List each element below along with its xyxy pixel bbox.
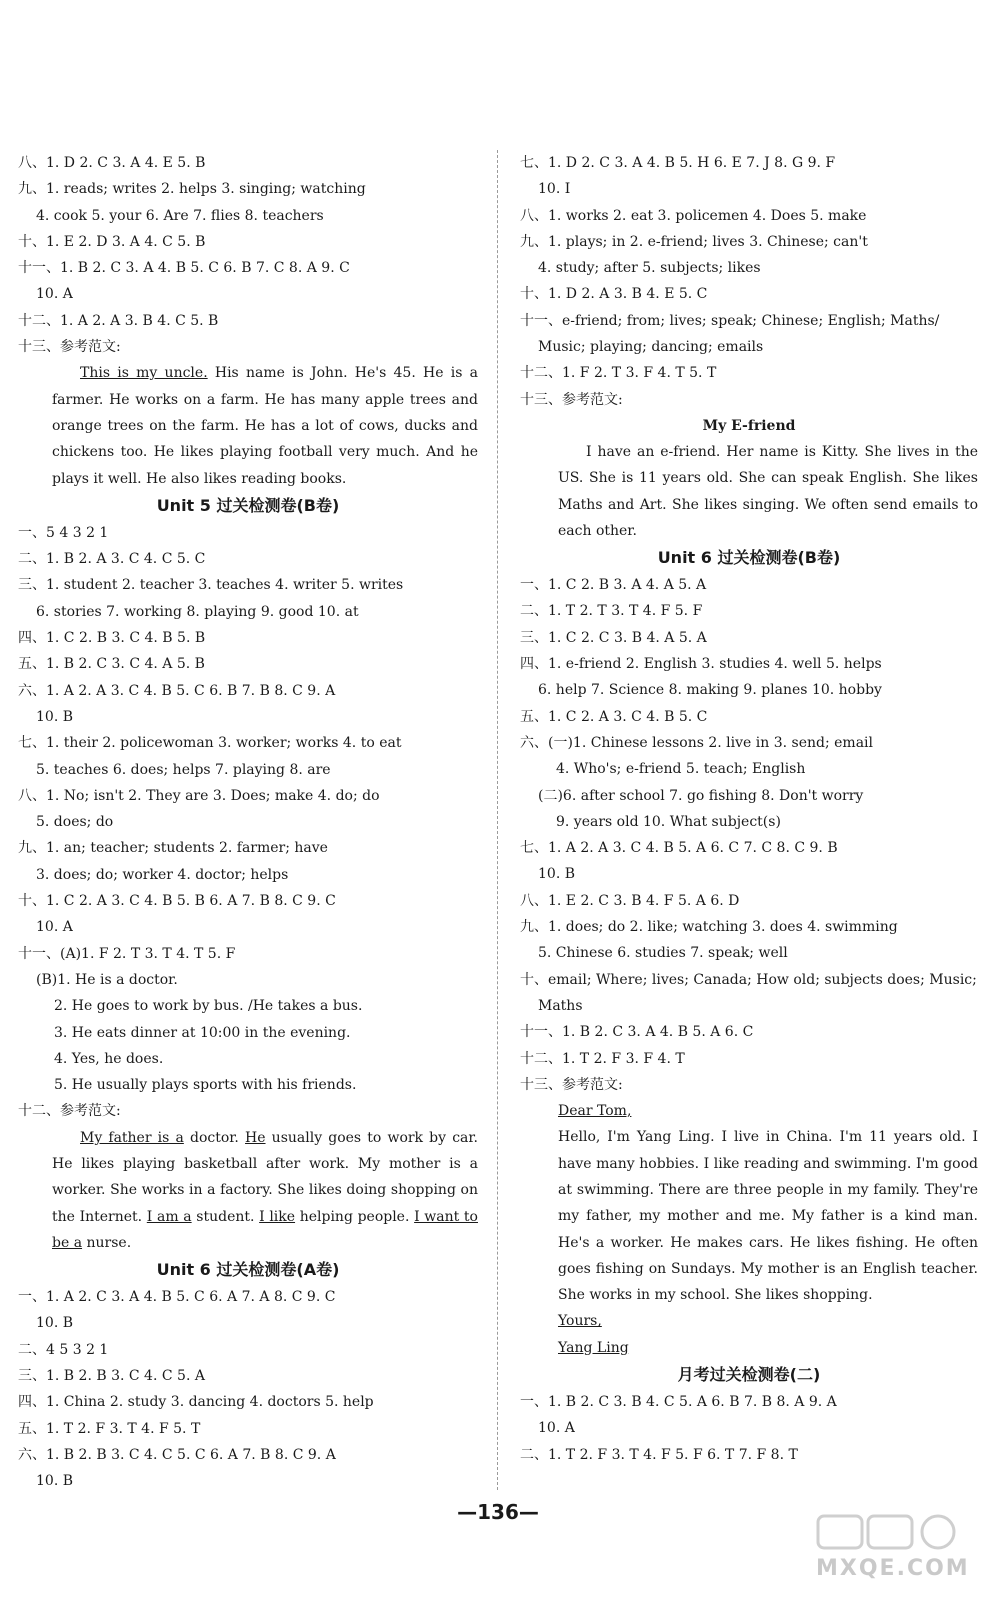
answer-line: 二、4 5 3 2 1: [18, 1341, 109, 1358]
answer-line: 4. Who's; e-friend 5. teach; English: [556, 761, 806, 778]
essay-title-my-e-friend: My E-friend: [702, 417, 796, 434]
answer-line: 10. A: [538, 1420, 575, 1437]
answer-line: 四、1. C 2. B 3. C 4. B 5. B: [18, 630, 206, 647]
section-heading-unit6-a: Unit 6 过关检测卷(A卷): [156, 1260, 340, 1280]
answer-line: 九、1. does; do 2. like; watching 3. does 4. swimming: [520, 919, 898, 936]
essay-underlined-phrase: I like: [259, 1208, 296, 1225]
answer-line: 七、1. D 2. C 3. A 4. B 5. H 6. E 7. J 8. G 9. F: [520, 155, 836, 171]
right-answers-part1: [520, 150, 978, 413]
essay-my-e-friend: I have an e-friend. Her name is Kitty. She lives in the US. She is 11 years old. She can speak English. She likes Maths and Art. She likes singing. We often send emails to each other.: [558, 443, 978, 539]
section-heading-unit5-b: Unit 5 过关检测卷(B卷): [156, 495, 340, 515]
answer-line: 十、email; Where; lives; Canada; How old; subjects does; Music;: [520, 971, 977, 988]
answer-line: 十二、1. F 2. T 3. F 4. T 5. T: [520, 365, 717, 382]
right-answers-part2: [520, 572, 978, 1098]
essay-text: helping people.: [295, 1208, 415, 1225]
left-answers-part3: [18, 1284, 478, 1494]
answer-line: 一、1. A 2. C 3. A 4. B 5. C 6. A 7. A 8. C 9. C: [18, 1289, 336, 1306]
answer-line: 五、1. T 2. F 3. T 4. F 5. T: [18, 1420, 201, 1437]
letter-signature: Yang Ling: [558, 1339, 629, 1356]
essay-text: student.: [191, 1208, 260, 1225]
essay-underlined-phrase: He: [245, 1129, 266, 1146]
answer-line: 二、1. T 2. T 3. T 4. F 5. F: [520, 603, 703, 620]
answer-line: 3. He eats dinner at 10:00 in the evening.: [54, 1024, 351, 1041]
watermark-logo-icon: [816, 1512, 966, 1552]
answer-line: 十一、1. B 2. C 3. A 4. B 5. A 6. C: [520, 1024, 754, 1041]
essay-text: His name is John. He's 45. He is a farmer. He works on a farm. He has many apple trees and orange trees on the farm. He has a lot of cows, ducks and chickens too. He likes playing football very much. And he plays it well. He also likes reading books.: [52, 365, 478, 487]
answer-line: 十二、1. T 2. F 3. F 4. T: [520, 1050, 685, 1067]
answer-line: 十、1. C 2. A 3. C 4. B 5. B 6. A 7. B 8. C 9. C: [18, 893, 336, 910]
answer-line: (二)6. after school 7. go fishing 8. Don't worry: [538, 787, 864, 804]
right-column: [520, 150, 978, 1468]
answer-line: 10. B: [36, 1473, 74, 1490]
answer-line: 2. He goes to work by bus. /He takes a bus.: [54, 998, 363, 1015]
essay-underlined-phrase: My father is a: [80, 1129, 184, 1146]
watermark-logo: [816, 1512, 976, 1582]
answer-line: Music; playing; dancing; emails: [538, 339, 764, 356]
answer-line: 三、1. student 2. teacher 3. teaches 4. writer 5. writes: [18, 577, 404, 594]
answer-line: 九、1. reads; writes 2. helps 3. singing; watching: [18, 181, 366, 198]
answer-line: 八、1. No; isn't 2. They are 3. Does; make 4. do; do: [18, 787, 380, 804]
essay-text: nurse.: [82, 1234, 132, 1251]
answer-line: 3. does; do; worker 4. doctor; helps: [36, 866, 289, 883]
answer-line: 六、(一)1. Chinese lessons 2. live in 3. send; email: [520, 734, 874, 751]
essay-underlined-phrase: be a: [52, 1234, 83, 1251]
answer-line: 5. He usually plays sports with his friends.: [54, 1077, 357, 1094]
answer-line: 一、1. B 2. C 3. B 4. C 5. A 6. B 7. B 8. A 9. A: [520, 1394, 837, 1411]
watermark-text: MXQE.COM: [816, 1556, 970, 1581]
answer-line: 十、1. E 2. D 3. A 4. C 5. B: [18, 233, 206, 250]
answer-line: 七、1. their 2. policewoman 3. worker; works 4. to eat: [18, 735, 402, 752]
answer-line: 八、1. works 2. eat 3. policemen 4. Does 5. make: [520, 207, 867, 224]
answer-line: 5. teaches 6. does; helps 7. playing 8. are: [36, 761, 331, 778]
answer-line: 10. B: [538, 866, 576, 883]
answer-line: 十一、(A)1. F 2. T 3. T 4. T 5. F: [18, 945, 236, 962]
essay-underlined-phrase: This is my uncle.: [80, 365, 208, 382]
essay-underlined-phrase: I am a: [146, 1208, 192, 1225]
letter-closing: Yours,: [558, 1313, 602, 1330]
answer-line: 七、1. A 2. A 3. C 4. B 5. A 6. C 7. C 8. C 9. B: [520, 840, 838, 857]
right-answers-part3: [520, 1389, 978, 1468]
answer-line: 10. A: [36, 919, 73, 936]
answer-line: 5. does; do: [36, 814, 114, 831]
answer-line: 八、1. D 2. C 3. A 4. E 5. B: [18, 155, 206, 171]
answer-line: 10. I: [538, 181, 571, 198]
answer-line: (B)1. He is a doctor.: [36, 971, 178, 988]
answer-line: 三、1. C 2. C 3. B 4. A 5. A: [520, 629, 707, 646]
answer-line: 五、1. C 2. A 3. C 4. B 5. C: [520, 708, 708, 725]
letter: [558, 1098, 978, 1361]
answer-line: 十三、参考范文:: [520, 391, 623, 408]
answer-line: 10. A: [36, 286, 73, 303]
left-column: [18, 150, 478, 1495]
answer-line: 4. cook 5. your 6. Are 7. flies 8. teachers: [36, 207, 324, 224]
page-number: —136—: [457, 1500, 539, 1524]
answer-line: 六、1. A 2. A 3. C 4. B 5. C 6. B 7. B 8. C 9. A: [18, 682, 336, 699]
answer-line: Maths: [538, 997, 583, 1014]
essay-father: [52, 1125, 478, 1256]
answer-line: 十、1. D 2. A 3. B 4. E 5. C: [520, 286, 708, 303]
answer-line: 四、1. China 2. study 3. dancing 4. doctors 5. help: [18, 1394, 374, 1411]
answer-line: 6. help 7. Science 8. making 9. planes 10. hobby: [538, 682, 882, 699]
answer-line: 五、1. B 2. C 3. C 4. A 5. B: [18, 656, 205, 673]
section-heading-monthly-test-2: 月考过关检测卷(二): [677, 1365, 821, 1385]
answer-line: 二、1. B 2. A 3. C 4. C 5. C: [18, 551, 206, 568]
essay-underlined-phrase: I want to: [414, 1208, 478, 1225]
answer-line: 10. B: [36, 1315, 74, 1332]
answer-line: 九、1. plays; in 2. e-friend; lives 3. Chinese; can't: [520, 233, 868, 250]
answer-line: 5. Chinese 6. studies 7. speak; well: [538, 945, 788, 962]
section-heading-unit6-b: Unit 6 过关检测卷(B卷): [657, 548, 841, 568]
answer-line: 6. stories 7. working 8. playing 9. good 10. at: [36, 603, 359, 620]
left-answers-part1: [18, 150, 478, 360]
answer-line: 三、1. B 2. B 3. C 4. C 5. A: [18, 1368, 205, 1385]
answer-line: 十二、1. A 2. A 3. B 4. C 5. B: [18, 312, 219, 329]
answer-line: 一、1. C 2. B 3. A 4. A 5. A: [520, 577, 707, 594]
essay-text: usually goes to work by car. He likes playing basketball after work. My mother is a worker. She works in a factory. She likes doing shopping on the Internet.: [52, 1129, 478, 1225]
answer-line: 9. years old 10. What subject(s): [556, 813, 781, 830]
answer-line: 六、1. B 2. B 3. C 4. C 5. C 6. A 7. B 8. C 9. A: [18, 1446, 336, 1463]
answer-line: 一、5 4 3 2 1: [18, 524, 109, 541]
left-answers-part2: [18, 520, 478, 1125]
answer-line: 十二、参考范文:: [18, 1103, 121, 1120]
column-divider: [497, 150, 498, 1490]
answer-line: 十三、参考范文:: [18, 339, 121, 356]
answer-line: 二、1. T 2. F 3. T 4. F 5. F 6. T 7. F 8. T: [520, 1446, 798, 1463]
answer-line: 四、1. e-friend 2. English 3. studies 4. well 5. helps: [520, 656, 882, 673]
answer-line: 10. B: [36, 708, 74, 725]
answer-line: 八、1. E 2. C 3. B 4. F 5. A 6. D: [520, 892, 740, 909]
essay-uncle: [52, 360, 478, 491]
answer-line: 九、1. an; teacher; students 2. farmer; have: [18, 840, 328, 857]
letter-greeting: Dear Tom,: [558, 1103, 632, 1120]
letter-body: Hello, I'm Yang Ling. I live in China. I'm 11 years old. I have many hobbies. I like reading and swimming. I'm good at swimming. There are three people in my family. They're my father, my mother and me. My father is a kind man. He's a worker. He makes cars. He likes fishing. He often goes fishing on Sundays. My mother is an English teacher. She works in my school. She likes shopping.: [558, 1129, 978, 1304]
answer-line: 十三、参考范文:: [520, 1076, 623, 1093]
answer-line: 4. Yes, he does.: [54, 1050, 164, 1067]
essay-text: doctor.: [183, 1129, 246, 1146]
answer-line: 十一、1. B 2. C 3. A 4. B 5. C 6. B 7. C 8. A 9. C: [18, 260, 350, 277]
answer-line: 4. study; after 5. subjects; likes: [538, 260, 761, 277]
answer-line: 十一、e-friend; from; lives; speak; Chinese; English; Maths/: [520, 312, 940, 329]
